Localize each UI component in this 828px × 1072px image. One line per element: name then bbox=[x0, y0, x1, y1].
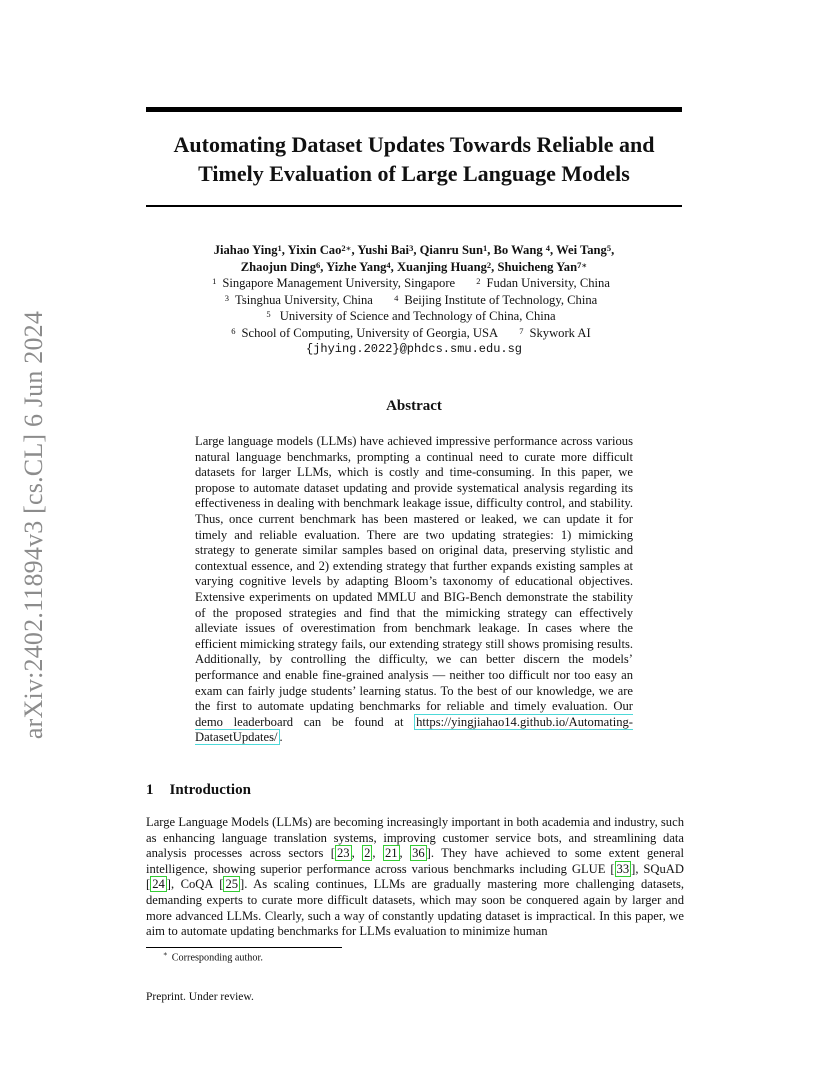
affiliation: $^7$ Skywork AI bbox=[519, 325, 591, 340]
citation-link[interactable]: 33 bbox=[616, 861, 630, 876]
paper-title bbox=[120, 130, 708, 188]
section-number: 1 bbox=[146, 782, 154, 798]
author-email: {jhying.2022}@phdcs.smu.edu.sg bbox=[305, 342, 523, 356]
author: Xuanjing Huang$^2$ bbox=[396, 259, 492, 274]
demo-leaderboard-link[interactable]: https://yingjiahao14.github.io/Automating-DatasetUpdates/ bbox=[195, 714, 633, 745]
author-line-2: Zhaojun Ding$^6$, Yizhe Yang$^4$, Xuanjing Huang$^2$, Shuicheng Yan$^{7∗}$ bbox=[240, 259, 588, 274]
title-line-1: Automating Dataset Updates Towards Reliable and bbox=[173, 132, 655, 157]
arxiv-stamp-text: arXiv:2402.11894v3 [cs.CL] 6 Jun 2024 bbox=[19, 310, 48, 740]
author: Bo Wang $^4$ bbox=[493, 243, 551, 257]
affiliation-line-2 bbox=[120, 292, 708, 309]
author: Yushi Bai$^3$ bbox=[357, 243, 414, 257]
affiliation: $^2$ Fudan University, China bbox=[476, 276, 610, 290]
affiliation: $^5$ University of Science and Technology of China, China bbox=[266, 309, 556, 323]
affiliation-line-4 bbox=[120, 325, 708, 342]
title-line-2: Timely Evaluation of Large Language Models bbox=[198, 161, 630, 186]
preprint-notice: Preprint. Under review. bbox=[146, 991, 254, 1003]
section-title: Introduction bbox=[169, 782, 251, 798]
author: Wei Tang$^5$ bbox=[556, 243, 612, 257]
author-block bbox=[120, 242, 708, 358]
affiliation: $^6$ School of Computing, University of Georgia, USA bbox=[231, 325, 499, 340]
citation-link[interactable]: 21 bbox=[384, 846, 398, 861]
footnote-mark: ∗ bbox=[163, 950, 168, 958]
citation-link[interactable]: 36 bbox=[412, 846, 425, 861]
citation-link[interactable]: 25 bbox=[225, 877, 239, 892]
author: Jiahao Ying$^1$ bbox=[213, 243, 282, 257]
author: Yizhe Yang$^4$ bbox=[326, 259, 391, 274]
footnote-rule bbox=[146, 947, 342, 948]
affiliation: $^1$ Singapore Management University, Singapore bbox=[212, 276, 456, 290]
author: Yixin Cao$^{2∗}$ bbox=[287, 243, 352, 257]
footnote-text: Corresponding author. bbox=[171, 952, 263, 964]
author: Zhaojun Ding$^6$ bbox=[240, 259, 321, 274]
introduction-paragraph: Large Language Models (LLMs) are becoming increasingly important in both academia and industry, such as enhancing language translation systems, improving customer service bots, and streamlining data analysis processes across sectors [ 23 , 2 , 21 , 36 ]. They have achieved to some extent general intelligence, showing superior performance across various benchmarks including GLUE [ 33 ], SQuAD [ 24 ], CoQA [ 25 ]. As scaling continues, LLMs are gradually mastering more challenging datasets, demanding experts to curate more difficult datasets, which may soon be conquered again by larger and more advanced LLMs. Clearly, such a way of constantly updating dataset is impractical. In this paper, we aim to automate updating benchmarks for LLMs evaluation to minimize human bbox=[146, 815, 685, 939]
author-line-1: Jiahao Ying$^1$, Yixin Cao$^{2∗}$, Yushi Bai$^3$, Qianru Sun$^1$, Bo Wang $^4$, Wei Tang$^5$, bbox=[213, 243, 615, 257]
section-heading bbox=[146, 782, 251, 799]
title-rule-bottom bbox=[146, 205, 682, 207]
author: Qianru Sun$^1$ bbox=[419, 243, 488, 257]
footnote bbox=[163, 950, 263, 963]
affiliation: $^3$ Tsinghua University, China bbox=[224, 292, 373, 307]
citation-link[interactable]: 2 bbox=[364, 846, 371, 861]
citation-link[interactable]: 23 bbox=[336, 846, 350, 861]
affiliation-line-1 bbox=[120, 275, 708, 292]
abstract-heading: Abstract bbox=[386, 398, 442, 414]
title-rule-top bbox=[146, 107, 682, 112]
abstract-text: Large language models (LLMs) have achieved impressive performance across various natural language benchmarks, prompting a continual need to curate more difficult datasets for larger LLMs, which is costly and time-consuming. In this paper, we propose to automate dataset updating and provide systematical analysis regarding its effectiveness in dealing with benchmark leakage issue, difficulty control, and stability. Thus, once current benchmark has been mastered or leaked, we can update it for timely and reliable evaluation. There are two updating strategies: 1) mimicking strategy to generate similar samples based on original data, preserving stylistic and contextual essence, and 2) extending strategy that further expands existing samples at varying cognitive levels by adapting Bloom’s taxonomy of educational objectives. Extensive experiments on updated MMLU and BIG-Bench demonstrate the stability of the proposed strategies and find that the mimicking strategy can effectively alleviate issues of overestimation from benchmark leakage. In cases where the efficient mimicking strategy fails, our extending strategy still shows promising results. Additionally, by controlling the difficulty, we can better discern the models’ performance and enable fine-grained analysis — neither too difficult nor too easy an exam can fairly judge students’ learning status. To the best of our knowledge, we are the first to automate updating benchmarks for reliable and timely evaluation. Our demo leaderboard can be found at bbox=[195, 434, 633, 729]
citation-link[interactable]: 24 bbox=[152, 877, 165, 892]
author: Shuicheng Yan$^{7∗}$ bbox=[497, 259, 588, 274]
arxiv-stamp bbox=[14, 300, 54, 750]
abstract-body: Large language models (LLMs) have achieved impressive performance across various natural language benchmarks, prompting a continual need to curate more difficult datasets for larger LLMs, which is costly and time-consuming. In this paper, we propose to automate dataset updating and provide systematical analysis regarding its effectiveness in dealing with benchmark leakage issue, difficulty control, and stability. Thus, once current benchmark has been mastered or leaked, we can update it for timely and reliable evaluation. There are two updating strategies: 1) mimicking strategy to generate similar samples based on original data, preserving stylistic and contextual essence, and 2) extending strategy that further expands existing samples at varying cognitive levels by adapting Bloom’s taxonomy of educational objectives. Extensive experiments on updated MMLU and BIG-Bench demonstrate the stability of the proposed strategies and find that the mimicking strategy can effectively alleviate issues of overestimation from benchmark leakage. In cases where the efficient mimicking strategy fails, our extending strategy still shows promising results. Additionally, by controlling the difficulty, we can better discern the models’ performance and enable fine-grained analysis — neither too difficult nor too easy an exam can fairly judge students’ learning status. To the best of our knowledge, we are the first to automate updating benchmarks for reliable and timely evaluation. Our demo leaderboard can be found at https://yingjiahao14.github.io/Automating-DatasetUpdates/ . bbox=[195, 434, 633, 745]
affiliation-line-3 bbox=[120, 308, 708, 325]
affiliation: $^4$ Beijing Institute of Technology, China bbox=[394, 292, 598, 307]
